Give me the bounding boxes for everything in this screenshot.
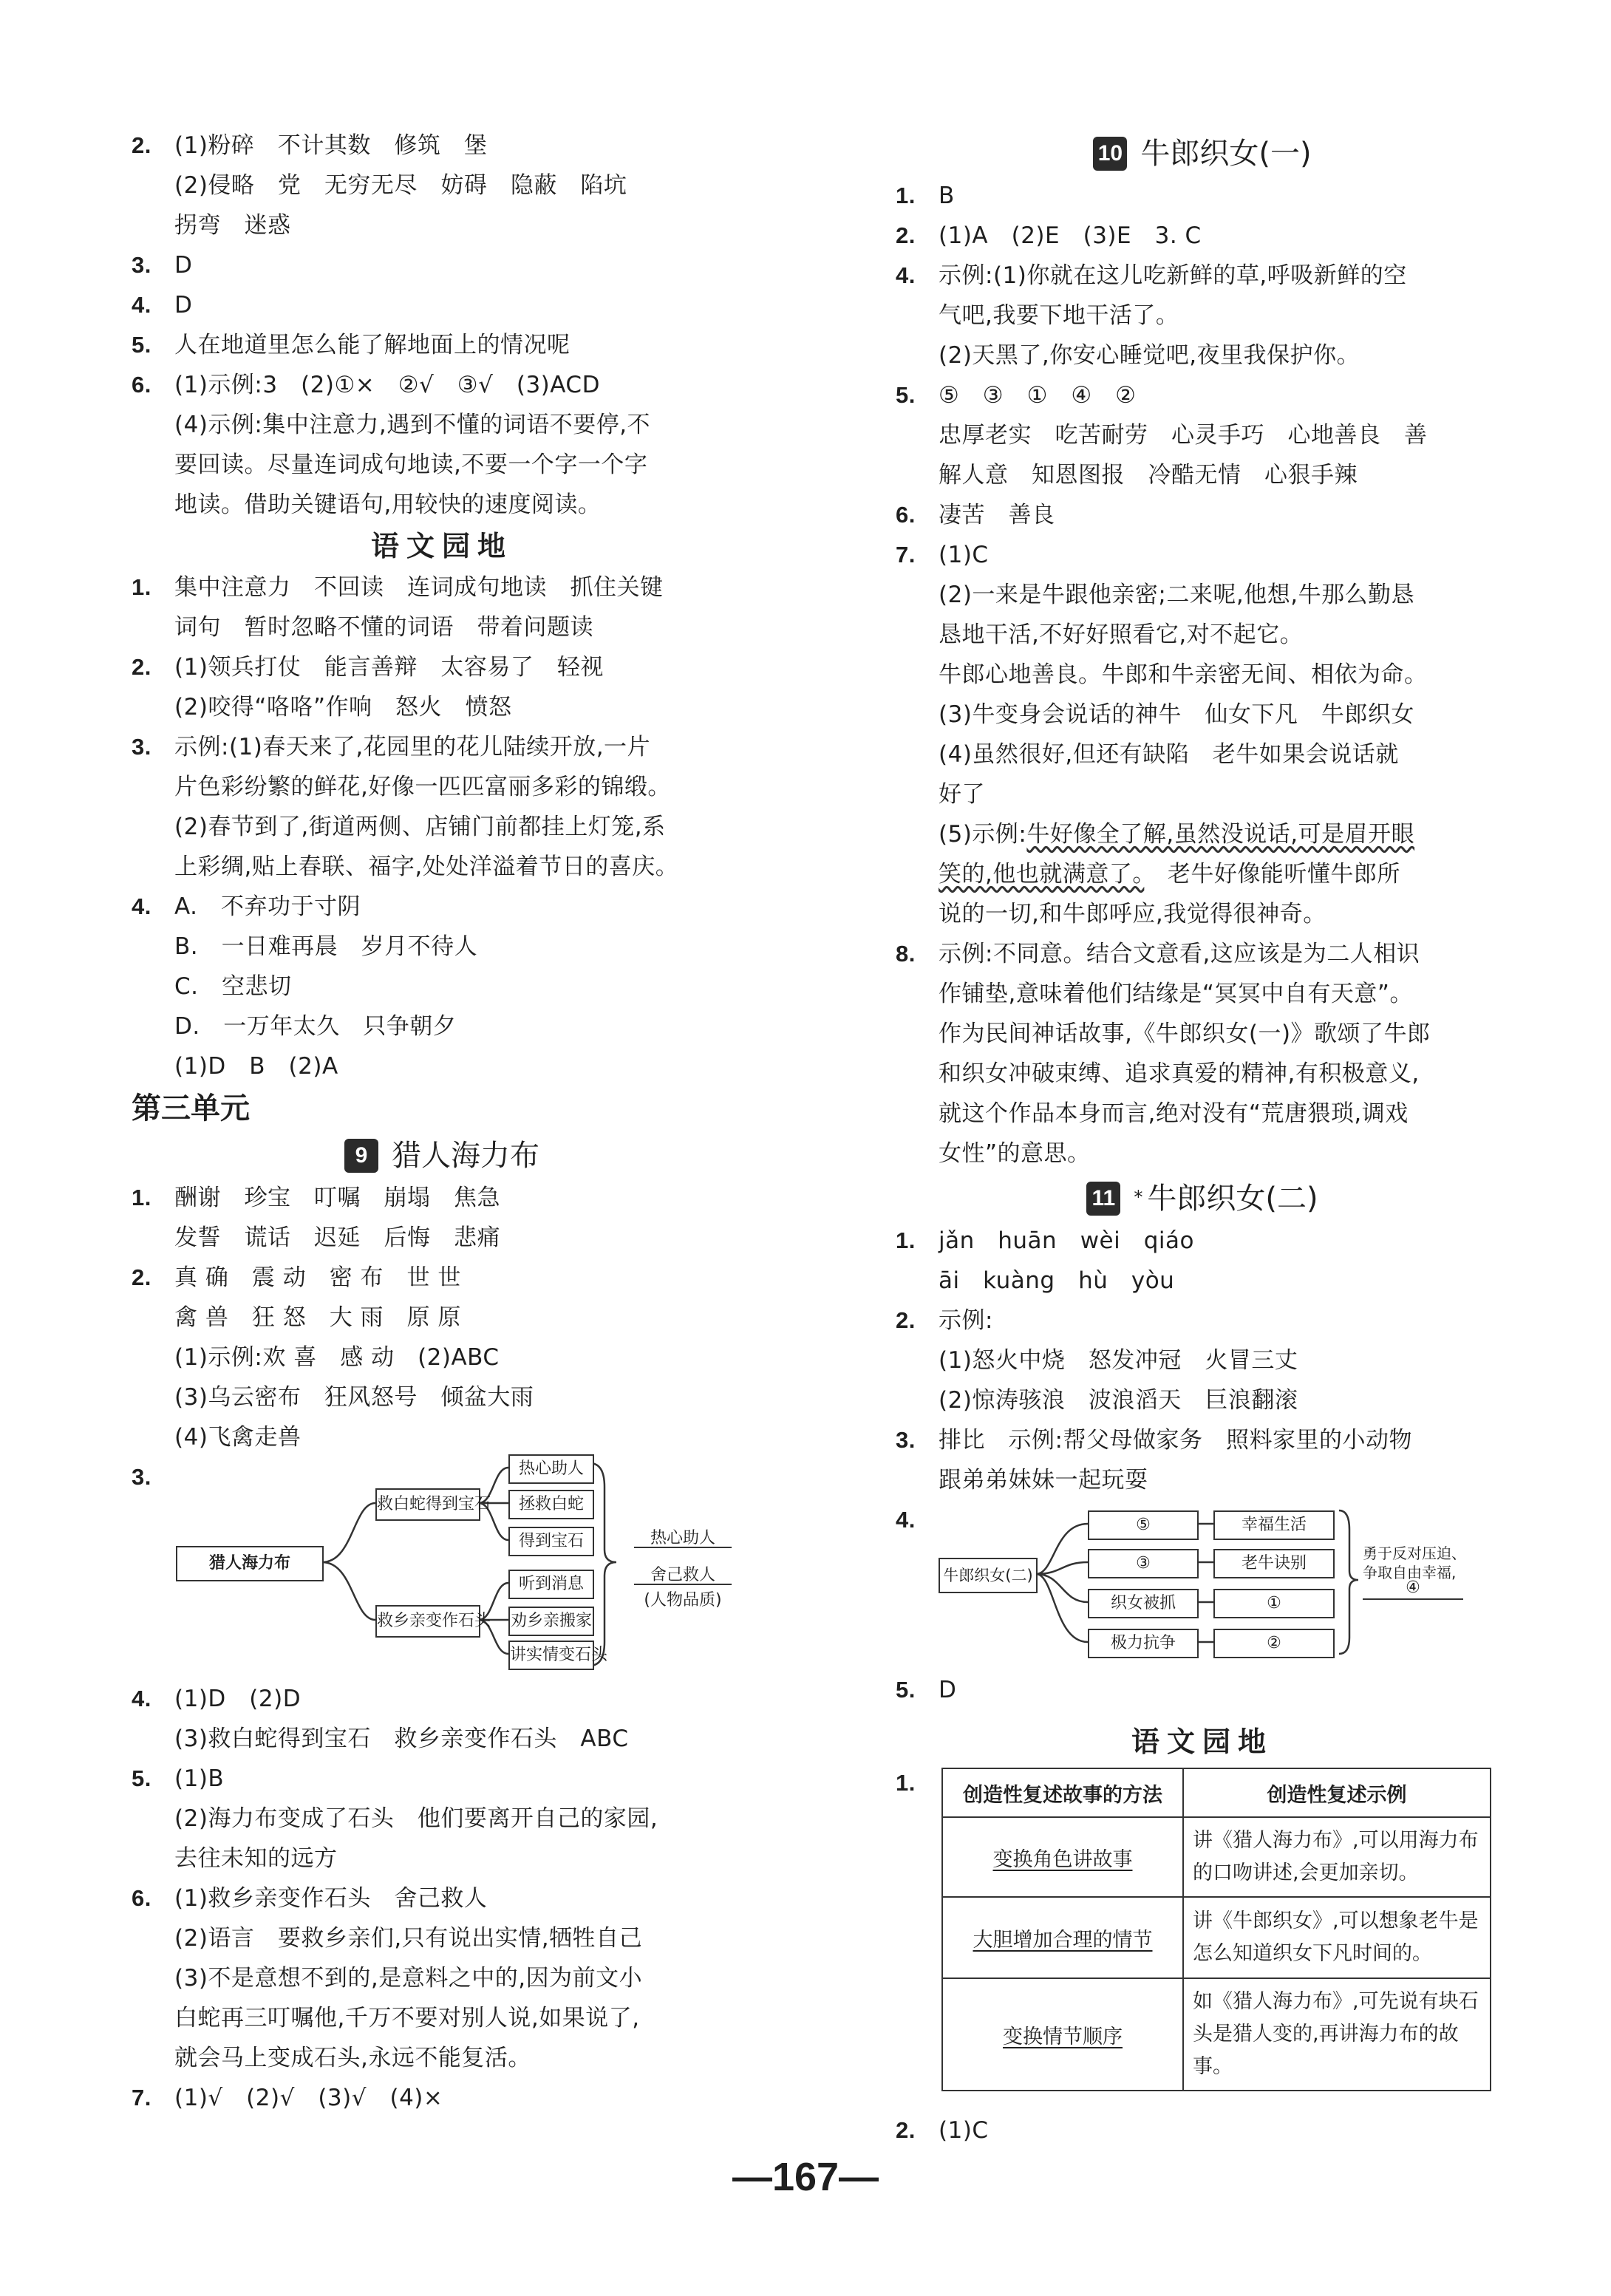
answer-line (896, 1094, 1509, 1134)
answer-text: 恳地干活,不好好照看它,对不起它。 (939, 621, 1304, 648)
answer-line (896, 1301, 1509, 1341)
answer-text: (2)咬得“咯咯”作响 怒火 愤怒 (174, 694, 512, 721)
answer-text: 片色彩纷繁的鲜花,好像一匹匹富丽多彩的锦缎。 (174, 774, 671, 800)
question-number: 5. (896, 1677, 916, 1703)
answer-line (896, 2111, 1509, 2150)
answer-line (132, 2038, 752, 2078)
answer-line (896, 415, 1509, 455)
table-row (942, 1817, 1491, 1897)
lesson11-title (896, 1173, 1509, 1221)
table-row (942, 1897, 1491, 1978)
answer-text: 和织女冲破束缚、追求真爱的精神,有积极意义, (939, 1060, 1420, 1087)
quality-caption: (人物品质) (644, 1591, 722, 1609)
answer-text: (4)虽然很好,但还有缺陷 老牛如果会说话就 (939, 741, 1399, 768)
answer-line (132, 767, 752, 807)
answer-line (132, 647, 752, 687)
answer-text: 跟弟弟妹妹一起玩耍 (939, 1467, 1148, 1493)
side-text: 勇于反对压迫、 (1363, 1544, 1466, 1562)
answer-text: D. 一万年太久 只争朝夕 (174, 1013, 457, 1040)
answer-line (132, 325, 752, 365)
table-row (942, 1978, 1491, 2091)
answer-line (132, 807, 752, 847)
answer-line (896, 1134, 1509, 1173)
mindmap-root: 猎人海力布 (176, 1546, 324, 1581)
answer-line (132, 727, 752, 767)
question-number: 1. (896, 1770, 916, 1796)
method-cell: 变换情节顺序 (942, 1978, 1183, 2091)
left-column (132, 126, 752, 2118)
question-number: 4. (896, 1507, 916, 1533)
lesson9-answers (132, 1178, 752, 1457)
answer-text: 说的一切,和牛郎呼应,我觉得很神奇。 (939, 901, 1326, 927)
answer-line (132, 1958, 752, 1998)
question-number: 5. (132, 1765, 151, 1791)
answer-line (896, 256, 1509, 296)
answer-text: B (939, 183, 955, 209)
answer-text: 要回读。尽量连词成句地读,不要一个字一个字 (174, 452, 648, 478)
mindmap-leaf: 得到宝石 (508, 1527, 594, 1556)
answer-text: 示例: (939, 1307, 993, 1334)
answer-line (896, 774, 1509, 814)
answer-line (132, 1218, 752, 1258)
answer-text: 解人意 知恩图报 冷酷无情 心狠手辣 (939, 462, 1358, 488)
side-answer: ④ (1406, 1578, 1420, 1597)
answer-text: 作铺垫,意味着他们结缘是“冥冥中自有天意”。 (939, 981, 1413, 1007)
answer-line (132, 285, 752, 325)
answer-line (896, 615, 1509, 655)
question-number: 2. (132, 654, 151, 680)
answer-prefix: (5)示例: (939, 821, 1027, 848)
answer-text: 发誓 谎话 迟延 后悔 悲痛 (174, 1224, 500, 1251)
question-number: 1. (132, 574, 151, 600)
unit-title: 第三单元 (132, 1091, 250, 1125)
mindmap-branch: 救乡亲变作石头 (375, 1605, 480, 1638)
mindmap-branch: 救白蛇得到宝石 (375, 1488, 480, 1521)
answer-text: 拐弯 迷惑 (174, 212, 291, 239)
method-table-block (896, 1763, 1509, 2111)
answer-line (896, 296, 1509, 335)
answer-text: (1)怒火中烧 怒发冲冠 火冒三丈 (939, 1347, 1298, 1374)
answer-text: D (174, 292, 193, 318)
lesson-number-badge: 9 (344, 1139, 378, 1173)
answer-text: (1)C (939, 542, 989, 568)
mindmap-node: ⑤ (1088, 1510, 1199, 1540)
example-cell: 如《猎人海力布》,可先说有块石头是猎人变的,再讲海力布的故事。 (1183, 1978, 1491, 2091)
garden-answers (132, 568, 752, 1086)
method-cell: 大胆增加合理的情节 (942, 1897, 1183, 1978)
answer-text: 女性”的意思。 (939, 1140, 1091, 1167)
question-number: 5. (132, 332, 151, 358)
answer-text: 地读。借助关键语句,用较快的速度阅读。 (174, 491, 602, 518)
mindmap-node: 极力抗争 (1088, 1629, 1199, 1658)
method-cell: 变换角色讲故事 (942, 1817, 1183, 1897)
question-number: 6. (132, 1885, 151, 1911)
question-number: 1. (132, 1185, 151, 1210)
answer-line (132, 687, 752, 727)
question-number: 2. (896, 1307, 916, 1333)
table-header: 创造性复述示例 (1183, 1768, 1491, 1817)
answer-line (132, 365, 752, 405)
answer-text: 示例:不同意。结合文意看,这应该是为二人相识 (939, 941, 1420, 967)
question-number: 6. (896, 502, 916, 528)
mindmap-leaf: 拯救白蛇 (508, 1490, 594, 1519)
answer-line (896, 1054, 1509, 1094)
answer-line (896, 1380, 1509, 1420)
question-number: 5. (896, 382, 916, 408)
question-number: 4. (132, 893, 151, 919)
mindmap-root: 牛郎织女(二) (939, 1558, 1038, 1593)
answer-text: (1)救乡亲变作石头 舍己救人 (174, 1885, 488, 1912)
answer-text: 真 确 震 动 密 布 世 世 (174, 1264, 461, 1291)
answer-text: (1)A (2)E (3)E 3. C (939, 222, 1202, 249)
answer-line (132, 2078, 752, 2118)
answer-line (896, 1460, 1509, 1500)
answer-text: (2)惊涛骇浪 波浪滔天 巨浪翻滚 (939, 1387, 1298, 1414)
answer-text: 示例:(1)你就在这儿吃新鲜的草,呼吸新鲜的空 (939, 262, 1407, 289)
question-number: 4. (896, 262, 916, 288)
answer-line (132, 1006, 752, 1046)
answer-text: (3)牛变身会说话的神牛 仙女下凡 牛郎织女 (939, 701, 1414, 728)
answer-line (132, 1377, 752, 1417)
answer-text: 集中注意力 不回读 连词成句地读 抓住关键 (174, 574, 664, 601)
answer-text: 词句 暂时忽略不懂的词语 带着问题读 (174, 614, 593, 641)
answer-line (896, 1014, 1509, 1054)
answer-text: 禽 兽 狂 怒 大 雨 原 原 (174, 1304, 461, 1331)
answer-text: āi kuàng hù yòu (939, 1267, 1175, 1294)
answer-text: (1)示例:欢 喜 感 动 (2)ABC (174, 1344, 500, 1371)
answer-text: jǎn huān wèi qiáo (939, 1227, 1194, 1254)
answer-text: (1)领兵打仗 能言善辩 太容易了 轻视 (174, 654, 604, 681)
mindmap-node: ① (1213, 1589, 1335, 1618)
answer-line (132, 847, 752, 887)
answer-line (132, 1878, 752, 1918)
answer-text: (2)语言 要救乡亲们,只有说出实情,牺牲自己 (174, 1925, 643, 1952)
answer-text: 忠厚老实 吃苦耐劳 心灵手巧 心地善良 善 (939, 422, 1428, 449)
answer-line (132, 967, 752, 1006)
answer-line (896, 894, 1509, 934)
answer-line (896, 1341, 1509, 1380)
answer-line (896, 1420, 1509, 1460)
answer-line (132, 1998, 752, 2038)
mindmap-leaf: 热心助人 (508, 1454, 594, 1484)
answer-line (132, 1918, 752, 1958)
answer-text: 气吧,我要下地干活了。 (939, 302, 1179, 329)
lesson11-mindmap (896, 1500, 1509, 1670)
answer-text: (2)春节到了,街道两侧、店铺门前都挂上灯笼,系 (174, 814, 666, 840)
answer-text: 示例:(1)春天来了,花园里的花儿陆续开放,一片 (174, 734, 651, 760)
answer-line (896, 495, 1509, 535)
answer-line (132, 166, 752, 205)
example-cell: 讲《牛郎织女》,可以想象老牛是怎么知道织女下凡时间的。 (1183, 1897, 1491, 1978)
answer-text: (1)D (2)D (174, 1686, 302, 1712)
answer-text: (1)粉碎 不计其数 修筑 堡 (174, 132, 488, 159)
question-number: 1. (896, 1227, 916, 1253)
answer-text: 老牛好像能听懂牛郎所 (1144, 861, 1400, 888)
question-number: 2. (896, 222, 916, 248)
answer-text: 牛郎心地善良。牛郎和牛亲密无间、相依为命。 (939, 661, 1428, 688)
answer-line (896, 1670, 1509, 1710)
answer-text: 白蛇再三叮嘱他,千万不要对别人说,如果说了, (174, 2005, 640, 2031)
q7-5-answer (896, 814, 1509, 934)
answer-line (132, 445, 752, 485)
right-column (896, 126, 1509, 2150)
question-number: 3. (132, 252, 151, 278)
lesson9-answers-cont (132, 1679, 752, 2118)
answer-text: (2)一来是牛跟他亲密;二来呢,他想,牛那么勤恳 (939, 582, 1415, 608)
quality-answer: 舍己救人 (650, 1566, 715, 1584)
answer-line (896, 814, 1509, 854)
answer-text: A. 不弃功于寸阴 (174, 893, 361, 920)
question-number: 7. (896, 542, 916, 568)
mindmap-leaf: 劝乡亲搬家 (508, 1607, 594, 1636)
answer-text: 好了 (939, 781, 985, 808)
answer-line (896, 455, 1509, 495)
answer-line (896, 535, 1509, 575)
answer-line (132, 927, 752, 967)
question-number: 6. (132, 372, 151, 398)
answer-text: 去往未知的远方 (174, 1845, 338, 1872)
answer-text: 作为民间神话故事,《牛郎织女(一)》歌颂了牛郎 (939, 1021, 1431, 1047)
question-number: 2. (132, 1264, 151, 1290)
answer-line (132, 607, 752, 647)
garden-title: 语文园地 (1131, 1726, 1273, 1758)
wavy-underlined-text: 牛好像全了解,虽然没说话,可是眉开眼 (1026, 821, 1415, 848)
answer-text: (1)√ (2)√ (3)√ (4)× (174, 2085, 443, 2111)
answer-line (896, 974, 1509, 1014)
answer-line (132, 1799, 752, 1839)
answer-line (896, 695, 1509, 735)
answer-line (132, 1178, 752, 1218)
answer-line (132, 405, 752, 445)
answer-line (132, 1759, 752, 1799)
answer-line (132, 1046, 752, 1086)
answer-line (132, 1679, 752, 1719)
question-number: 7. (132, 2085, 151, 2111)
question-number: 2. (896, 2117, 916, 2143)
example-cell: 讲《猎人海力布》,可以用海力布的口吻讲述,会更加亲切。 (1183, 1817, 1491, 1897)
lesson-title-text: 牛郎织女(二) (1147, 1182, 1318, 1216)
lesson-number-badge: 11 (1086, 1182, 1120, 1216)
answer-text: (3)乌云密布 狂风怒号 倾盆大雨 (174, 1384, 534, 1411)
answer-text: 就会马上变成石头,永远不能复活。 (174, 2045, 531, 2071)
question-number: 3. (132, 734, 151, 760)
answer-line (896, 375, 1509, 415)
answer-text: (4)示例:集中注意力,遇到不懂的词语不要停,不 (174, 412, 651, 438)
lesson-title-text: 猎人海力布 (392, 1139, 539, 1173)
answer-text: 酬谢 珍宝 叮嘱 崩塌 焦急 (174, 1185, 500, 1211)
wavy-underlined-text: 笑的,他也就满意了。 (939, 861, 1145, 888)
mindmap-node: 幸福生活 (1213, 1510, 1335, 1540)
answer-line (896, 655, 1509, 695)
question-number: 4. (132, 1686, 151, 1711)
answer-text: C. 空悲切 (174, 973, 292, 1000)
lesson11-answers (896, 1221, 1509, 1500)
question-number: 8. (896, 941, 916, 967)
lesson-title-text: 牛郎织女(一) (1140, 137, 1312, 171)
answer-text: D (939, 1677, 957, 1703)
quality-answer: 热心助人 (650, 1529, 715, 1547)
question-number: 3. (132, 1464, 151, 1490)
answer-text: (3)不是意想不到的,是意料之中的,因为前文小 (174, 1965, 643, 1992)
answer-text: (2)海力布变成了石头 他们要离开自己的家园, (174, 1805, 658, 1832)
mindmap-node: ③ (1088, 1549, 1199, 1578)
answer-line (896, 216, 1509, 256)
answer-line (896, 1221, 1509, 1261)
answer-line (896, 854, 1509, 894)
answer-line (132, 485, 752, 525)
answer-line (896, 735, 1509, 774)
answer-line (132, 887, 752, 927)
answer-text: (1)C (939, 2117, 989, 2144)
mindmap-node: 织女被抓 (1088, 1589, 1199, 1618)
mindmap-leaf: 听到消息 (508, 1570, 594, 1599)
question-number: 3. (896, 1427, 916, 1453)
lesson8-answers (132, 126, 752, 525)
answer-text: ⑤ ③ ① ④ ② (939, 382, 1137, 409)
answer-text: (4)飞禽走兽 (174, 1424, 302, 1451)
answer-text: B. 一日难再晨 岁月不待人 (174, 933, 478, 960)
lesson-number-badge: 10 (1093, 137, 1127, 171)
answer-text: 人在地道里怎么能了解地面上的情况呢 (174, 332, 571, 358)
optional-star: * (1134, 1187, 1143, 1207)
answer-text: 就这个作品本身而言,绝对没有“荒唐猥琐,调戏 (939, 1100, 1409, 1127)
mindmap-node: ② (1213, 1629, 1335, 1658)
answer-text: (3)救白蛇得到宝石 救乡亲变作石头 ABC (174, 1726, 629, 1752)
lesson9-mindmap (132, 1457, 752, 1679)
mindmap-node: 老牛诀别 (1213, 1549, 1335, 1578)
answer-text: (1)D B (2)A (174, 1053, 338, 1080)
answer-line (132, 1417, 752, 1457)
answer-text: D (174, 252, 193, 279)
answer-line (132, 1258, 752, 1298)
answer-line (896, 1261, 1509, 1301)
lesson10-title (896, 129, 1509, 176)
page-number: —167— (732, 2155, 879, 2199)
answer-line (896, 934, 1509, 974)
question-number: 2. (132, 132, 151, 158)
answer-line (132, 126, 752, 166)
answer-line (132, 245, 752, 285)
question-number: 4. (132, 292, 151, 318)
answer-line (132, 1338, 752, 1377)
answer-text: (1)示例:3 (2)①× ②√ ③√ (3)ACD (174, 372, 600, 398)
side-text: 争取自由幸福, (1363, 1564, 1457, 1581)
answer-text: (2)天黑了,你安心睡觉吧,夜里我保护你。 (939, 342, 1360, 369)
lesson10-answers-cont (896, 934, 1509, 1173)
answer-line (132, 568, 752, 607)
answer-text: (2)侵略 党 无穷无尽 妨碍 隐蔽 陷坑 (174, 172, 627, 199)
answer-line (132, 1719, 752, 1759)
table-header-row (942, 1768, 1491, 1817)
answer-text: 上彩绸,贴上春联、福字,处处洋溢着节日的喜庆。 (174, 854, 679, 880)
answer-text: 排比 示例:帮父母做家务 照料家里的小动物 (939, 1427, 1412, 1454)
lesson9-title (132, 1131, 752, 1178)
answer-text: (1)B (174, 1765, 225, 1792)
method-table (941, 1768, 1491, 2091)
answer-line (896, 335, 1509, 375)
answer-line (132, 205, 752, 245)
question-number: 1. (896, 183, 916, 208)
lesson10-answers (896, 176, 1509, 814)
answer-line (896, 575, 1509, 615)
answer-line (896, 176, 1509, 216)
mindmap-leaf: 讲实情变石头 (508, 1641, 594, 1670)
answer-line (132, 1298, 752, 1338)
table-header: 创造性复述故事的方法 (942, 1768, 1183, 1817)
garden-title: 语文园地 (370, 530, 513, 562)
answer-line (132, 1839, 752, 1878)
answer-text: 凄苦 善良 (939, 502, 1055, 528)
